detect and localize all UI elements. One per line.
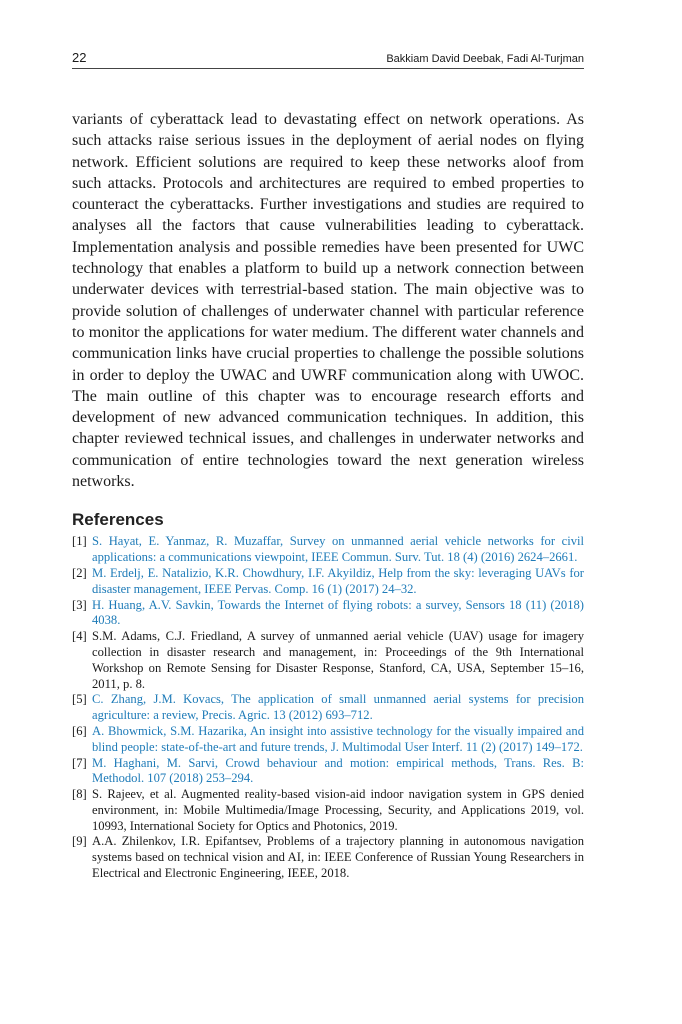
reference-link[interactable]: M. Haghani, M. Sarvi, Crowd behaviour and motion: empirical methods, Trans. Res. B: Methodol. 107 (2018) 253–294. bbox=[92, 755, 584, 786]
reference-item[interactable] bbox=[72, 534, 584, 566]
reference-number: [6] bbox=[72, 723, 87, 738]
body-paragraph: variants of cyberattack lead to devastating effect on network operations. As such attacks raise serious issues in the deployment of aerial nodes on flying network. Efficient solutions are required to keep these networks aloof from such attacks. Protocols and architectures are required to embed properties to counteract the cyberattacks. Further investigations and studies are required to analyses all the factors that cause vulnerabilities leading to cyberattack. Implementation analysis and possible remedies have been presented for UWC technology that enables a platform to build up a network connection between underwater devices with terrestrial-based station. The main objective was to provide solution of challenges of underwater channel with particular reference to monitor the applications for water medium. The different water channels and communication links have crucial properties to challenge the possible solutions in order to deploy the UWAC and UWRF communication along with UWOC. The main outline of this chapter was to encourage research efforts and development of new advanced communication techniques. In addition, this chapter reviewed technical issues, and challenges in underwater networks and communication of entire technologies toward the next generation wireless networks. bbox=[72, 111, 584, 491]
reference-number: [4] bbox=[72, 629, 87, 644]
reference-text: S. Rajeev, et al. Augmented reality-based vision-aid indoor navigation system in GPS denied environment, in: Mobile Multimedia/Image Processing, Security, and Applications 2019, vol. 10993, International Society for Optics and Photonics, 2019. bbox=[92, 787, 584, 833]
reference-link[interactable]: S. Hayat, E. Yanmaz, R. Muzaffar, Survey on unmanned aerial vehicle networks for civil applications: a communications viewpoint, IEEE Commun. Surv. Tut. 18 (4) (2016) 2624–2661. bbox=[92, 534, 584, 565]
reference-number: [9] bbox=[72, 834, 87, 849]
reference-number: [2] bbox=[72, 565, 87, 580]
reference-text: A.A. Zhilenkov, I.R. Epifantsev, Problems of a trajectory planning in autonomous navigation systems based on technical vision and AI, in: IEEE Conference of Russian Young Researchers in Electrical and Electronic Engineering, IEEE, 2018. bbox=[92, 834, 584, 881]
page bbox=[72, 50, 584, 882]
reference-number: [5] bbox=[72, 692, 87, 707]
reference-link[interactable]: A. Bhowmick, S.M. Hazarika, An insight into assistive technology for the visually impaired and blind people: state-of-the-art and future trends, J. Multimodal User Interf. 11 (2) (2017) 149–172. bbox=[92, 723, 584, 754]
reference-item[interactable] bbox=[72, 692, 584, 724]
reference-item bbox=[72, 787, 584, 834]
reference-item[interactable] bbox=[72, 724, 584, 756]
reference-item bbox=[72, 834, 584, 881]
reference-item[interactable] bbox=[72, 756, 584, 788]
running-head-authors: Bakkiam David Deebak, Fadi Al-Turjman bbox=[386, 53, 584, 65]
reference-number: [1] bbox=[72, 534, 87, 549]
reference-number: [3] bbox=[72, 597, 87, 612]
reference-number: [8] bbox=[72, 787, 87, 802]
reference-item[interactable] bbox=[72, 566, 584, 598]
reference-text: S.M. Adams, C.J. Friedland, A survey of unmanned aerial vehicle (UAV) usage for imagery collection in disaster research and management, in: Proceedings of the 9th International Workshop on Remote Sensing for Disaster Response, Stanford, CA, USA, September 15–16, 2011, p. 8. bbox=[92, 629, 584, 691]
reference-item[interactable] bbox=[72, 598, 584, 630]
reference-number: [7] bbox=[72, 755, 87, 770]
references-list bbox=[72, 534, 584, 882]
reference-link[interactable]: M. Erdelj, E. Natalizio, K.R. Chowdhury, I.F. Akyildiz, Help from the sky: leveraging UAVs for disaster management, IEEE Pervas. Comp. 16 (1) (2017) 24–32. bbox=[92, 565, 584, 596]
running-head bbox=[72, 50, 584, 69]
reference-link[interactable]: H. Huang, A.V. Savkin, Towards the Internet of flying robots: a survey, Sensors 18 (11) (2018) 4038. bbox=[92, 597, 584, 628]
reference-link[interactable]: C. Zhang, J.M. Kovacs, The application of small unmanned aerial systems for precision agriculture: a review, Precis. Agric. 13 (2012) 693–712. bbox=[92, 692, 584, 723]
page-number: 22 bbox=[72, 50, 87, 65]
references-heading: References bbox=[72, 510, 164, 530]
reference-item bbox=[72, 629, 584, 692]
